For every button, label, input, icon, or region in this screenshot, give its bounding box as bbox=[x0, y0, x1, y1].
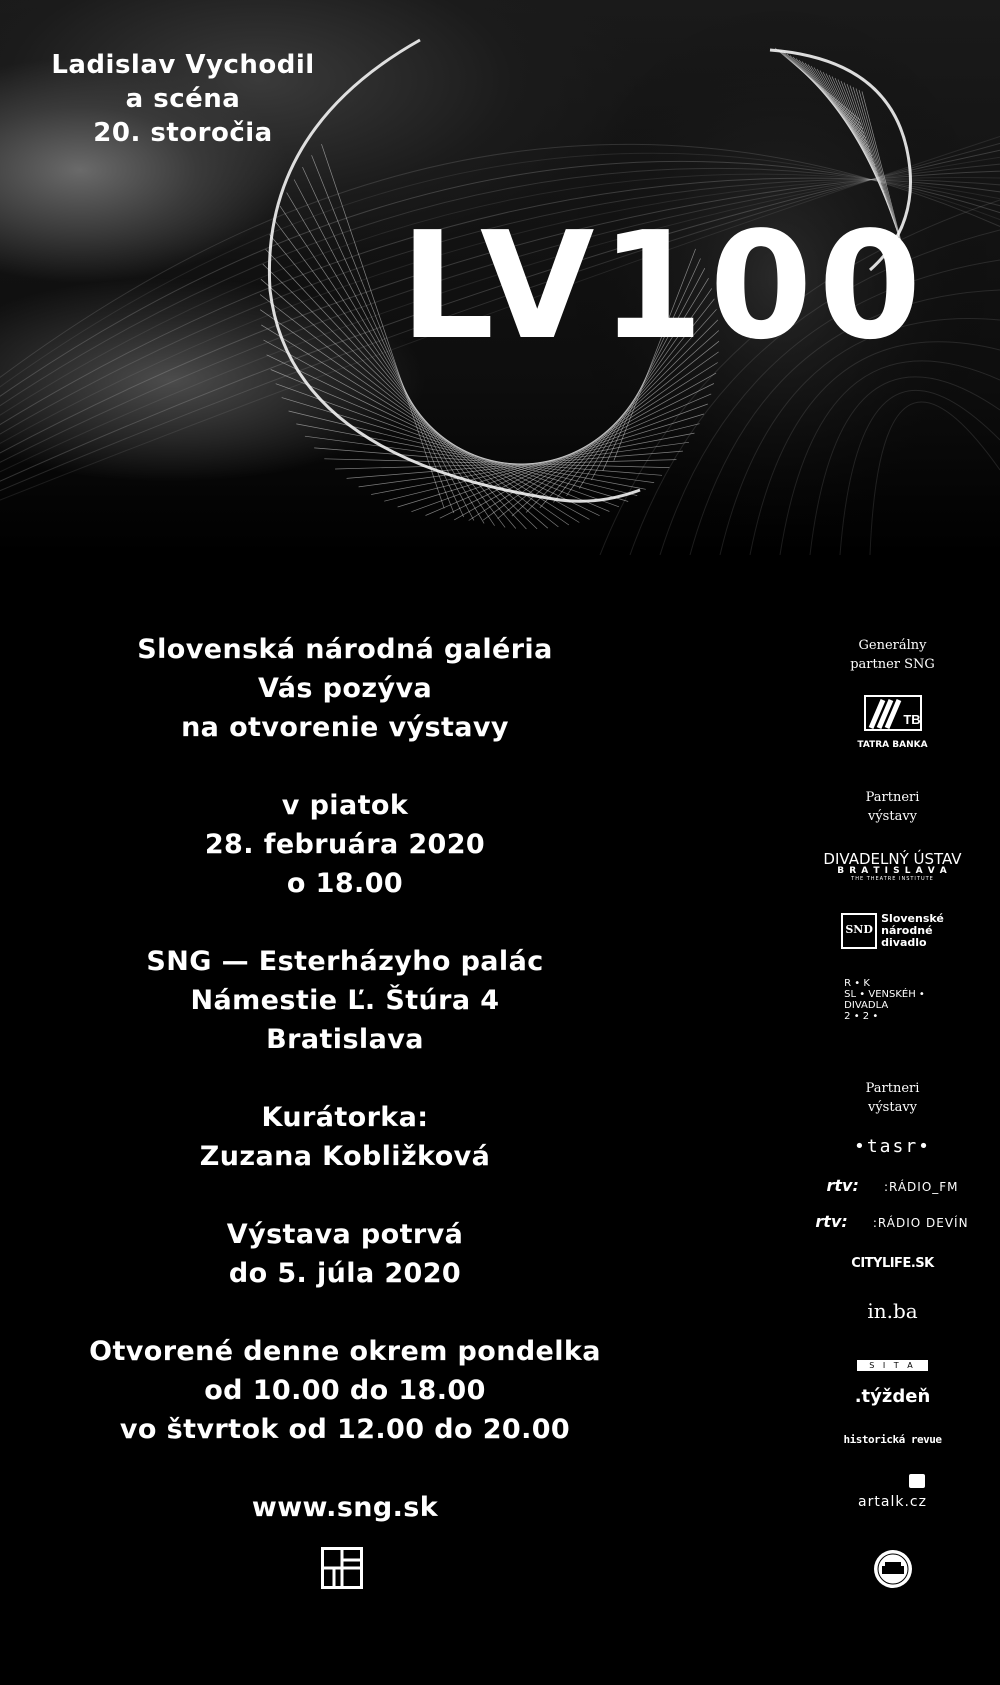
string-line bbox=[267, 355, 600, 516]
tyzden-text: .týždeň bbox=[854, 1386, 931, 1407]
du-line: B R A T I S L A V A bbox=[837, 866, 948, 876]
sita-logo bbox=[800, 1353, 985, 1372]
invitation-line: Slovenská národná galéria bbox=[137, 634, 553, 665]
artalk-text: artalk.cz bbox=[858, 1494, 927, 1510]
partners-column bbox=[800, 636, 985, 1596]
tatra-banka-name: TATRA BANKA bbox=[857, 740, 928, 750]
string-line bbox=[271, 370, 610, 512]
tatra-banka-logo bbox=[800, 694, 985, 750]
invitation-line: 28. februára 2020 bbox=[204, 829, 486, 860]
artalk-logo bbox=[800, 1474, 985, 1510]
website-link[interactable]: www.sng.sk bbox=[251, 1492, 439, 1523]
snd-line: národné bbox=[881, 924, 933, 937]
rsd-line: SL • VENSKÉH • bbox=[844, 989, 925, 1000]
subtitle-line: Ladislav Vychodil bbox=[51, 50, 315, 80]
sita-text: S I T A bbox=[857, 1360, 927, 1371]
media-partners-label bbox=[800, 1079, 985, 1117]
opening-hours-block bbox=[80, 1332, 610, 1449]
curator-block bbox=[80, 1098, 610, 1176]
invitation-line: v piatok bbox=[281, 790, 409, 821]
tasr-text: •tasr• bbox=[853, 1136, 932, 1157]
tatra-banka-icon bbox=[863, 694, 923, 744]
rsd-line: DIVADLA bbox=[844, 1000, 889, 1011]
seal-icon bbox=[872, 1548, 914, 1590]
station-name: :RÁDIO DEVÍN bbox=[872, 1216, 969, 1230]
historicka-revue-logo bbox=[800, 1434, 985, 1446]
rok-slovenskeho-divadla-logo bbox=[792, 978, 977, 1023]
invitation-text bbox=[80, 630, 610, 1527]
station-name: :RÁDIO_FM bbox=[883, 1180, 959, 1194]
snd-line: divadlo bbox=[881, 936, 927, 949]
rtv-mark: rtv: bbox=[815, 1212, 848, 1231]
invitation-line: Vás pozýva bbox=[257, 673, 433, 704]
rsd-line: 2 • 2 • bbox=[844, 1011, 879, 1022]
snd-line: Slovenské bbox=[881, 912, 944, 925]
subtitle-line: 20. storočia bbox=[93, 118, 273, 148]
invitation-line: SNG — Esterházyho palác bbox=[146, 946, 544, 977]
invitation-line: o 18.00 bbox=[286, 868, 404, 899]
date-block bbox=[80, 786, 610, 903]
inba-text: in.ba bbox=[867, 1299, 918, 1323]
invitation-line: Otvorené denne okrem pondelka bbox=[89, 1336, 601, 1367]
citylife-logo bbox=[800, 1256, 985, 1271]
invitation-line: Kurátorka: bbox=[261, 1102, 429, 1133]
label-line: Partneri bbox=[865, 790, 920, 805]
du-line: THE THEATRE INSTITUTE bbox=[851, 876, 934, 882]
duration-block bbox=[80, 1215, 610, 1293]
invitation-line: do 5. júla 2020 bbox=[228, 1258, 462, 1289]
divadelny-ustav-logo bbox=[800, 852, 985, 882]
historicka-revue-text: historická revue bbox=[843, 1433, 942, 1446]
label-line: výstavy bbox=[867, 1100, 918, 1115]
invitation-line: Zuzana Kobližková bbox=[199, 1141, 491, 1172]
venue-block bbox=[80, 942, 610, 1059]
sng-logo-icon bbox=[321, 1547, 363, 1589]
hero-subtitle bbox=[48, 48, 318, 150]
subtitle-line: a scéna bbox=[125, 84, 241, 114]
rtv-radio-devin-logo bbox=[782, 1212, 1000, 1231]
hero-banner bbox=[0, 0, 1000, 555]
invitation-line: Námestie Ľ. Štúra 4 bbox=[190, 985, 500, 1016]
du-line: DIVADELNÝ ÚSTAV bbox=[823, 850, 962, 868]
label-line: výstavy bbox=[867, 809, 918, 824]
invitation-line: vo štvrtok od 12.00 do 20.00 bbox=[119, 1414, 571, 1445]
label-line: Partneri bbox=[865, 1081, 920, 1096]
invitation-line: Výstava potrvá bbox=[226, 1219, 464, 1250]
invitation-block bbox=[80, 630, 610, 747]
citylife-text: CITYLIFE.SK bbox=[851, 1256, 934, 1271]
snd-mark: SND bbox=[841, 913, 877, 949]
rtv-radio-fm-logo bbox=[800, 1176, 985, 1195]
tyzden-logo bbox=[800, 1386, 985, 1407]
tasr-logo bbox=[800, 1136, 985, 1157]
invitation-line: na otvorenie výstavy bbox=[181, 712, 509, 743]
label-line: partner SNG bbox=[850, 657, 935, 672]
round-seal-logo bbox=[800, 1548, 985, 1594]
snd-logo bbox=[800, 913, 985, 949]
inba-logo bbox=[800, 1299, 985, 1323]
speech-bubble-icon bbox=[909, 1474, 925, 1488]
invitation-line: Bratislava bbox=[266, 1024, 424, 1055]
rsd-line: R • K bbox=[844, 978, 870, 989]
rtv-mark: rtv: bbox=[826, 1176, 859, 1195]
exhibition-title: LV100 bbox=[400, 200, 928, 372]
label-line: Generálny bbox=[858, 638, 927, 653]
invitation-line: od 10.00 do 18.00 bbox=[204, 1375, 486, 1406]
exhibition-partners-label bbox=[800, 788, 985, 826]
general-partner-label bbox=[800, 636, 985, 674]
tb-mark: TB bbox=[902, 712, 921, 727]
